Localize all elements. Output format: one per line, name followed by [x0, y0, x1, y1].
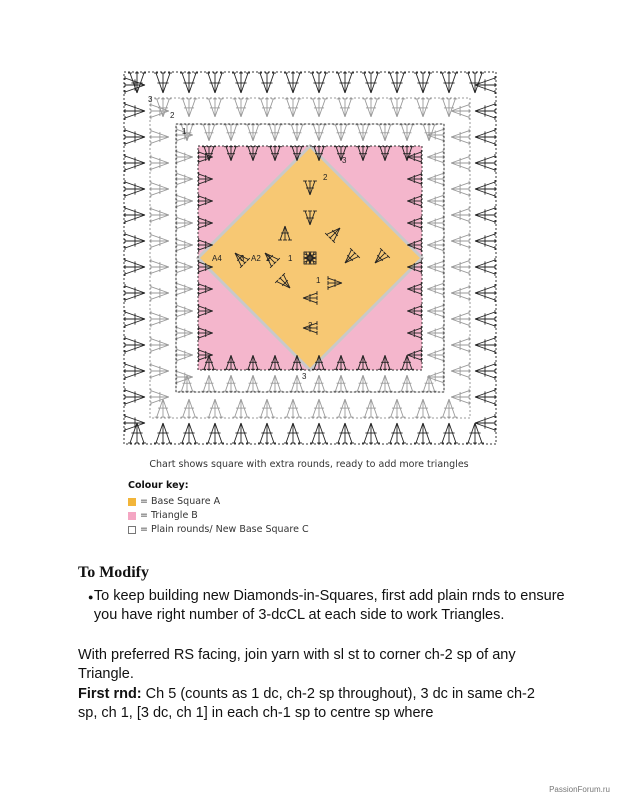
- dc-cluster-symbol: [125, 362, 145, 380]
- dc-cluster-symbol: [125, 232, 145, 250]
- swatch-plain-rounds: [128, 526, 136, 534]
- dc-cluster-symbol: [154, 73, 172, 93]
- dc-cluster-symbol: [285, 399, 302, 417]
- dc-cluster-symbol: [151, 103, 169, 120]
- chart-label: 1: [182, 127, 187, 136]
- dc-cluster-symbol: [441, 99, 458, 117]
- dc-cluster-symbol: [151, 311, 169, 328]
- crochet-chart: [120, 68, 500, 448]
- dc-cluster-symbol: [233, 99, 250, 117]
- dc-cluster-symbol: [475, 180, 495, 198]
- dc-cluster-symbol: [475, 154, 495, 172]
- dc-cluster-symbol: [311, 99, 328, 117]
- dc-cluster-symbol: [414, 73, 432, 93]
- dc-cluster-symbol: [475, 362, 495, 380]
- dc-cluster-symbol: [414, 423, 432, 443]
- dc-cluster-symbol: [336, 73, 354, 93]
- dc-cluster-symbol: [451, 103, 469, 120]
- dc-cluster-symbol: [475, 102, 495, 120]
- dc-cluster-symbol: [451, 389, 469, 406]
- dc-cluster-symbol: [475, 284, 495, 302]
- watermark: PassionForum.ru: [549, 785, 610, 794]
- chart-label: 1: [288, 254, 293, 263]
- chart-label: A4: [212, 254, 222, 263]
- dc-cluster-symbol: [451, 233, 469, 250]
- dc-cluster-symbol: [310, 423, 328, 443]
- instruction-paragraph: With preferred RS facing, join yarn with sl st to corner ch-2 sp of any Triangle.: [78, 647, 516, 682]
- bullet-text: To keep building new Diamonds-in-Squares, first add plain rnds to ensure you have right number of 3-dcCL at each side to work Triangles.: [93, 588, 565, 623]
- section-heading: To Modify: [78, 564, 149, 581]
- dc-cluster-symbol: [475, 336, 495, 354]
- bullet-icon: ●: [88, 592, 94, 602]
- dc-cluster-symbol: [125, 102, 145, 120]
- dc-cluster-symbol: [310, 73, 328, 93]
- dc-cluster-symbol: [181, 399, 198, 417]
- dc-cluster-symbol: [232, 423, 250, 443]
- colour-key-title: Colour key:: [128, 480, 189, 491]
- dc-cluster-symbol: [155, 99, 172, 117]
- dc-cluster-symbol: [441, 399, 458, 417]
- colour-key-item: [128, 510, 198, 521]
- dc-cluster-symbol: [233, 399, 250, 417]
- dc-cluster-symbol: [415, 99, 432, 117]
- dc-cluster-symbol: [389, 99, 406, 117]
- colour-key-label: = Base Square A: [140, 496, 221, 507]
- dc-cluster-symbol: [207, 99, 224, 117]
- chart-label: A2: [251, 254, 261, 263]
- dc-cluster-symbol: [151, 233, 169, 250]
- dc-cluster-symbol: [451, 337, 469, 354]
- dc-cluster-symbol: [125, 284, 145, 302]
- dc-cluster-symbol: [125, 206, 145, 224]
- dc-cluster-symbol: [151, 129, 169, 146]
- dc-cluster-symbol: [151, 181, 169, 198]
- dc-cluster-symbol: [475, 128, 495, 146]
- colour-key-item: [128, 496, 220, 507]
- dc-cluster-symbol: [284, 73, 302, 93]
- first-round-paragraph: [78, 685, 558, 723]
- dc-cluster-symbol: [206, 73, 224, 93]
- dc-cluster-symbol: [440, 423, 458, 443]
- dc-cluster-symbol: [151, 337, 169, 354]
- first-round-label: First rnd:: [78, 686, 142, 702]
- dc-cluster-symbol: [415, 399, 432, 417]
- swatch-base-square-a: [128, 498, 136, 506]
- dc-cluster-symbol: [388, 73, 406, 93]
- dc-cluster-symbol: [451, 311, 469, 328]
- dc-cluster-symbol: [284, 423, 302, 443]
- swatch-triangle-b: [128, 512, 136, 520]
- chart-label: 3: [148, 95, 153, 104]
- dc-cluster-symbol: [285, 99, 302, 117]
- dc-cluster-symbol: [180, 73, 198, 93]
- colour-key-label: = Plain rounds/ New Base Square C: [140, 524, 309, 535]
- dc-cluster-symbol: [451, 285, 469, 302]
- dc-cluster-symbol: [336, 423, 354, 443]
- chart-label: 2: [170, 111, 175, 120]
- dc-cluster-symbol: [337, 399, 354, 417]
- dc-cluster-symbol: [451, 207, 469, 224]
- dc-cluster-symbol: [311, 399, 328, 417]
- chart-label: 1: [316, 276, 321, 285]
- chart-label: 2: [308, 321, 313, 330]
- chart-label: 3: [342, 156, 347, 165]
- dc-cluster-symbol: [259, 399, 276, 417]
- dc-cluster-symbol: [151, 207, 169, 224]
- chart-label: 3: [302, 372, 307, 381]
- dc-cluster-symbol: [151, 363, 169, 380]
- dc-cluster-symbol: [388, 423, 406, 443]
- dc-cluster-symbol: [475, 310, 495, 328]
- dc-cluster-symbol: [125, 128, 145, 146]
- dc-cluster-symbol: [180, 423, 198, 443]
- dc-cluster-symbol: [207, 399, 224, 417]
- dc-cluster-symbol: [362, 423, 380, 443]
- dc-cluster-symbol: [155, 399, 172, 417]
- dc-cluster-symbol: [363, 399, 380, 417]
- chart-label: 3: [240, 254, 245, 263]
- dc-cluster-symbol: [181, 99, 198, 117]
- dc-cluster-symbol: [451, 259, 469, 276]
- dc-cluster-symbol: [362, 73, 380, 93]
- dc-cluster-symbol: [151, 155, 169, 172]
- dc-cluster-symbol: [151, 285, 169, 302]
- dc-cluster-symbol: [466, 423, 484, 443]
- dc-cluster-symbol: [206, 423, 224, 443]
- dc-cluster-symbol: [154, 423, 172, 443]
- dc-cluster-symbol: [475, 388, 495, 406]
- dc-cluster-symbol: [258, 423, 276, 443]
- dc-cluster-symbol: [475, 414, 495, 432]
- dc-cluster-symbol: [475, 206, 495, 224]
- dc-cluster-symbol: [125, 180, 145, 198]
- bullet-item: [88, 587, 568, 625]
- dc-cluster-symbol: [451, 181, 469, 198]
- dc-cluster-symbol: [440, 73, 458, 93]
- dc-cluster-symbol: [337, 99, 354, 117]
- dc-cluster-symbol: [151, 389, 169, 406]
- dc-cluster-symbol: [451, 155, 469, 172]
- first-round-text: Ch 5 (counts as 1 dc, ch-2 sp throughout), 3 dc in same ch-2 sp, ch 1, [3 dc, ch 1] in each ch-1 sp to centre sp where: [78, 686, 535, 721]
- dc-cluster-symbol: [475, 258, 495, 276]
- colour-key-item: [128, 524, 309, 535]
- chart-label: 2: [323, 173, 328, 182]
- dc-cluster-symbol: [259, 99, 276, 117]
- dc-cluster-symbol: [125, 388, 145, 406]
- dc-cluster-symbol: [125, 154, 145, 172]
- dc-cluster-symbol: [125, 310, 145, 328]
- dc-cluster-symbol: [151, 259, 169, 276]
- dc-cluster-symbol: [451, 363, 469, 380]
- dc-cluster-symbol: [125, 336, 145, 354]
- dc-cluster-symbol: [125, 258, 145, 276]
- dc-cluster-symbol: [451, 129, 469, 146]
- colour-key-label: = Triangle B: [140, 510, 198, 521]
- chart-caption: Chart shows square with extra rounds, ready to add more triangles: [149, 459, 469, 470]
- dc-cluster-symbol: [389, 399, 406, 417]
- dc-cluster-symbol: [258, 73, 276, 93]
- dc-cluster-symbol: [363, 99, 380, 117]
- chart-label: 2: [266, 254, 271, 263]
- dc-cluster-symbol: [475, 232, 495, 250]
- dc-cluster-symbol: [232, 73, 250, 93]
